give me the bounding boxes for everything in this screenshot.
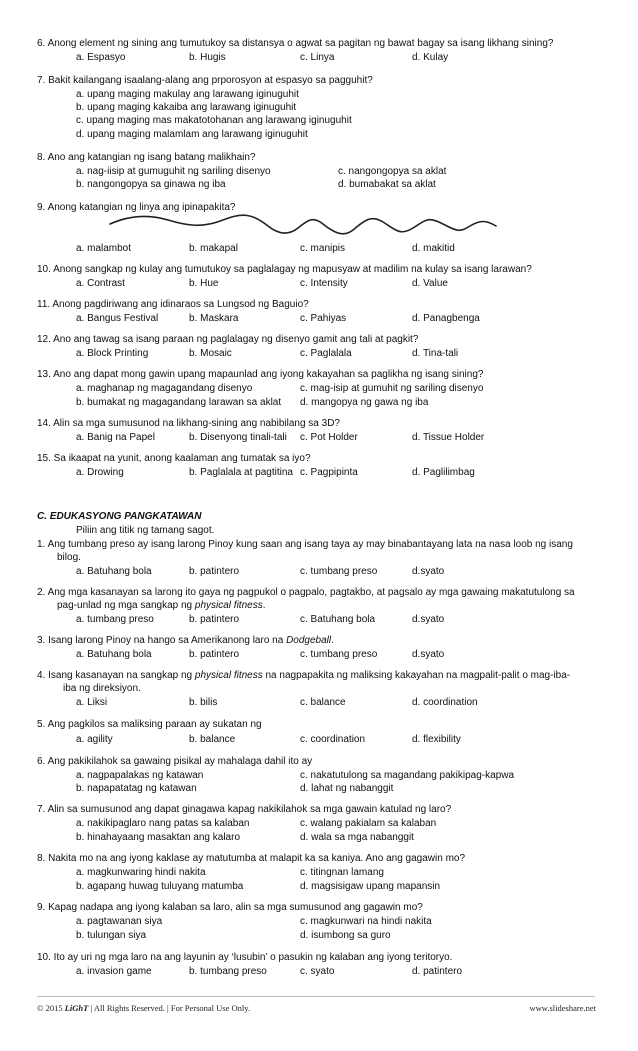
pe-q4-italic-term: physical fitness [194,670,263,681]
q9-choice-c: c. manipis [300,243,346,254]
question-11-stem: 11. Anong pagdiriwang ang idinaraos sa Lungsod ng Baguio? [37,299,309,310]
q14-choice-a: a. Banig na Papel [76,432,155,443]
q13-choice-b: b. bumakat ng magagandang larawan sa aklat [76,397,282,408]
q7-choice-a: a. upang maging makulay ang larawang iginuguhit [76,89,299,100]
q15-choice-c: c. Pagpipinta [300,467,358,478]
q12-choice-a: a. Block Printing [76,348,149,359]
pe-q1-choice-b: b. patintero [189,566,240,577]
pe-q2-choice-b: b. patintero [189,614,240,625]
q8-choice-c: c. nangongopya sa aklat [338,166,447,177]
q9-choice-a: a. malambot [76,243,132,254]
q9-choice-b: b. makapal [189,243,238,254]
pe-q4-text-cont: na nagpapakita ng maliksing kakayahan na magpalit-palit o mag-iba- [262,670,571,681]
q10-choice-c: c. Intensity [300,278,348,289]
q6-choice-a: a. Espasyo [76,52,126,63]
q14-choice-b: b. Disenyong tinali-tali [189,432,287,443]
pe-q6-choice-c: c. nakatutulong sa magandang pakikipag-kapwa [300,770,515,781]
footer-site-link[interactable]: www.slideshare.net [529,1003,596,1013]
q10-choice-b: b. Hue [189,278,219,289]
pe-q3-choice-c: c. tumbang preso [300,649,378,660]
pe-q7-choice-b: b. hinahayaang masaktan ang kalaro [76,832,241,843]
pe-q10-choice-c: c. syato [300,966,335,977]
pe-question-4-stem-cont: iba ng direksiyon. [63,683,141,694]
pe-q3-choice-b: b. patintero [189,649,240,660]
footer-rights: | All Rights Reserved. | For Personal Use Only. [90,1003,251,1013]
pe-q2-choice-d: d.syato [412,614,445,625]
q11-choice-a: a. Bangus Festival [76,313,159,324]
pe-q3-choice-a: a. Batuhang bola [76,649,152,660]
footer-brand: LiGhT [64,1003,89,1013]
q6-choice-c: c. Linya [300,52,335,63]
pe-q8-choice-d: d. magsisigaw upang mapansin [300,881,441,892]
pe-question-8-stem: 8. Nakita mo na ang iyong kaklase ay matutumba at malapit ka sa kaniya. Ano ang gagawin mo? [37,853,466,864]
pe-question-7-stem: 7. Alin sa sumusunod ang dapat ginagawa kapag nakikilahok sa mga gawain katulad ng laro? [37,804,452,815]
pe-q10-choice-a: a. invasion game [76,966,152,977]
q14-choice-c: c. Pot Holder [300,432,358,443]
pe-question-3-stem [37,634,334,647]
q12-choice-b: b. Mosaic [189,348,232,359]
section-c-instructions: Piliin ang titik ng tamang sagot. [76,525,215,536]
pe-question-9-stem: 9. Kapag nadapa ang iyong kalaban sa laro, alin sa mga sumusunod ang gagawin mo? [37,902,423,913]
pe-question-4-stem [37,669,570,682]
footer-year: 2015 [45,1003,63,1013]
q11-choice-b: b. Maskara [189,313,239,324]
pe-q8-choice-b: b. agapang huwag tuluyang matumba [76,881,244,892]
pe-q3-choice-d: d.syato [412,649,445,660]
pe-q10-choice-b: b. tumbang preso [189,966,267,977]
q15-choice-d: d. Paglilimbag [412,467,475,478]
q13-choice-a: a. maghanap ng magagandang disenyo [76,383,253,394]
q12-choice-c: c. Paglalala [300,348,352,359]
pe-q2-choice-c: c. Batuhang bola [300,614,376,625]
q14-choice-d: d. Tissue Holder [412,432,485,443]
pe-question-2-stem: 2. Ang mga kasanayan sa larong ito gaya ng pagpukol o pagpalo, pagtakbo, at pagsalo ay mga gawaing makatutulong sa [37,587,575,598]
q15-choice-a: a. Drowing [76,467,124,478]
section-c-title: C. EDUKASYONG PANGKATAWAN [37,511,202,522]
pe-q2-choice-a: a. tumbang preso [76,614,154,625]
pe-q2-period: . [262,600,266,611]
question-10-stem: 10. Anong sangkap ng kulay ang tumutukoy sa paglalagay ng mapusyaw at madilim na kulay sa isang larawan? [37,264,532,275]
pe-question-2-stem-cont [57,599,265,612]
pe-q9-choice-d: d. isumbong sa guro [300,930,391,941]
pe-q1-choice-d: d.syato [412,566,445,577]
pe-q2-italic-term: physical fitness [194,600,263,611]
pe-q3-italic-term: Dodgeball [286,635,332,646]
question-6-stem: 6. Anong element ng sining ang tumutukoy sa distansya o agwat sa pagitan ng bawat bagay sa isang likhang sining? [37,38,554,49]
pe-q9-choice-c: c. magkunwari na hindi nakita [300,916,432,927]
wavy-line-illustration [108,212,508,242]
question-12-stem: 12. Ano ang tawag sa isang paraan ng paglalagay ng disenyo gamit ang tali at pagkit? [37,334,419,345]
question-7-stem: 7. Bakit kailangang isaalang-alang ang prporosyon at espasyo sa pagguhit? [37,75,373,86]
pe-q9-choice-b: b. tulungan siya [76,930,147,941]
pe-q5-choice-a: a. agility [76,734,113,745]
question-9-stem: 9. Anong katangian ng linya ang ipinapakita? [37,202,236,213]
q8-choice-b: b. nangongopya sa ginawa ng iba [76,179,226,190]
pe-question-6-stem: 6. Ang pakikilahok sa gawaing pisikal ay mahalaga dahil ito ay [37,756,313,767]
pe-q4-text: 4. Isang kasanayan na sangkap ng [37,670,195,681]
q13-choice-c: c. mag-isip at gumuhit ng sariling disenyo [300,383,484,394]
pe-q6-choice-a: a. nagpapalakas ng katawan [76,770,204,781]
q6-choice-b: b. Hugis [189,52,226,63]
pe-q6-choice-b: b. napapatatag ng katawan [76,783,197,794]
question-14-stem: 14. Alin sa mga sumusunod na likhang-sining ang nabibilang sa 3D? [37,418,340,429]
q6-choice-d: d. Kulay [412,52,449,63]
question-15-stem: 15. Sa ikaapat na yunit, anong kaalaman ang tumatak sa iyo? [37,453,311,464]
pe-q3-text: 3. Isang larong Pinoy na hango sa Amerikanong laro na [37,635,287,646]
q7-choice-c: c. upang maging mas makatotohanan ang larawang iginuguhit [76,115,352,126]
q11-choice-d: d. Panagbenga [412,313,480,324]
footer-divider [37,996,595,997]
pe-q1-choice-a: a. Batuhang bola [76,566,152,577]
pe-q4-choice-c: c. balance [300,697,346,708]
pe-q4-choice-a: a. Liksi [76,697,108,708]
q11-choice-c: c. Pahiyas [300,313,347,324]
pe-q7-choice-a: a. nakikipaglaro nang patas sa kalaban [76,818,250,829]
pe-q8-choice-c: c. titingnan lamang [300,867,384,878]
copyright-icon: © [37,1003,44,1013]
q7-choice-b: b. upang maging kakaiba ang larawang iginuguhit [76,102,297,113]
pe-q3-period: . [331,635,334,646]
pe-question-5-stem: 5. Ang pagkilos sa maliksing paraan ay sukatan ng [37,719,262,730]
question-8-stem: 8. Ano ang katangian ng isang batang malikhain? [37,152,256,163]
pe-q10-choice-d: d. patintero [412,966,463,977]
pe-q5-choice-d: d. flexibility [412,734,461,745]
pe-question-1-stem: 1. Ang tumbang preso ay isang larong Pinoy kung saan ang isang taya ay may binabantayang lata na nasa loob ng isang [37,539,573,550]
pe-question-1-stem-cont: bilog. [57,552,81,563]
pe-q7-choice-c: c. walang pakialam sa kalaban [300,818,437,829]
pe-q4-choice-d: d. coordination [412,697,478,708]
q8-choice-a: a. nag-iisip at gumuguhit ng sariling disenyo [76,166,271,177]
q12-choice-d: d. Tina-tali [412,348,459,359]
footer-copyright [37,1003,250,1013]
q15-choice-b: b. Paglalala at pagtitina [189,467,293,478]
q10-choice-d: d. Value [412,278,448,289]
pe-q5-choice-b: b. balance [189,734,236,745]
pe-q7-choice-d: d. wala sa mga nabanggit [300,832,414,843]
q7-choice-d: d. upang maging malamlam ang larawang iginuguhit [76,129,308,140]
pe-q4-choice-b: b. bilis [189,697,218,708]
pe-q8-choice-a: a. magkunwaring hindi nakita [76,867,206,878]
pe-question-10-stem: 10. Ito ay uri ng mga laro na ang layunin ay ‘lusubin’ o pasukin ng kalaban ang iyong teritoryo. [37,952,453,963]
q9-choice-d: d. makitid [412,243,455,254]
pe-q2-text: pag-unlad ng mga sangkap ng [57,600,195,611]
pe-q9-choice-a: a. pagtawanan siya [76,916,163,927]
pe-q5-choice-c: c. coordination [300,734,366,745]
q8-choice-d: d. bumabakat sa aklat [338,179,436,190]
q13-choice-d: d. mangopya ng gawa ng iba [300,397,429,408]
question-13-stem: 13. Ano ang dapat mong gawin upang mapaunlad ang iyong kakayahan sa paglikha ng isang sining? [37,369,484,380]
pe-q1-choice-c: c. tumbang preso [300,566,378,577]
pe-q6-choice-d: d. lahat ng nabanggit [300,783,394,794]
q10-choice-a: a. Contrast [76,278,125,289]
